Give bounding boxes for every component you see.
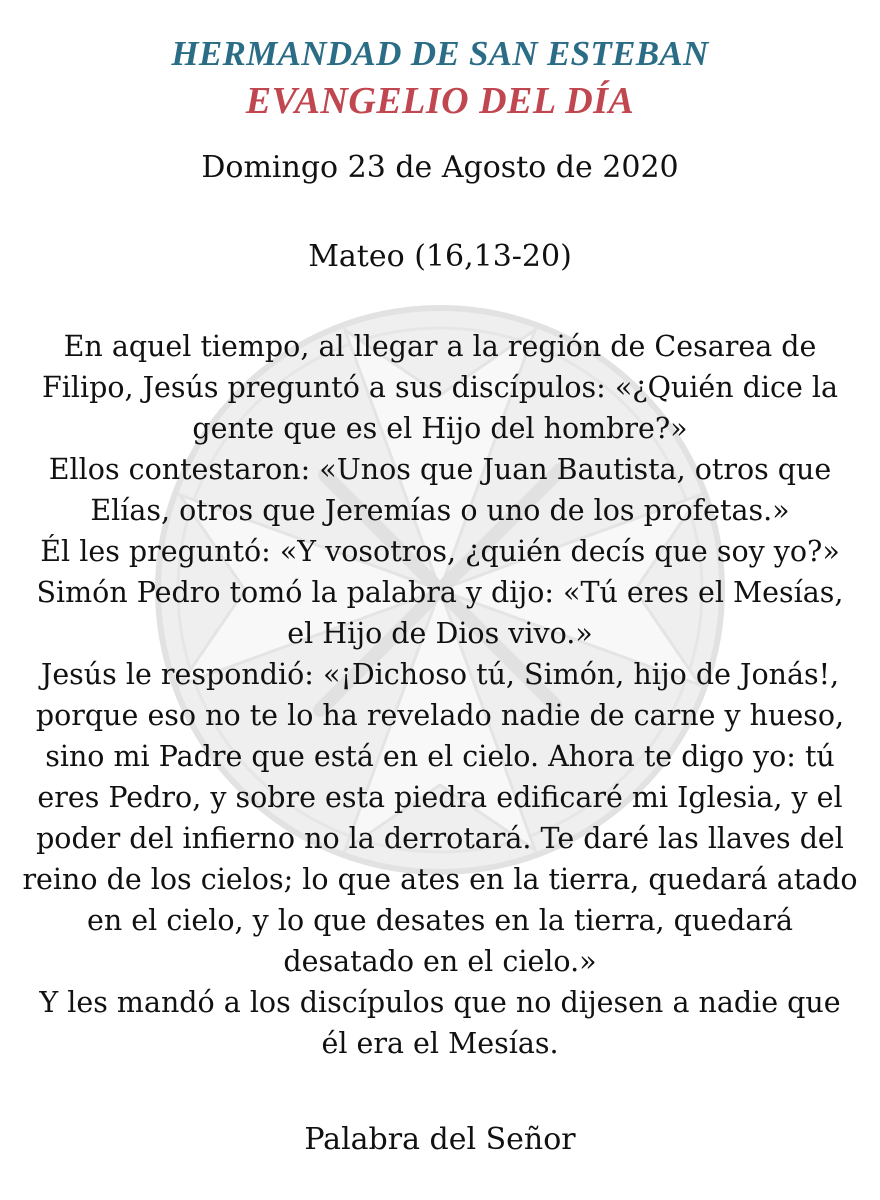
gospel-of-the-day-title: EVANGELIO DEL DÍA bbox=[245, 80, 635, 122]
gospel-paragraph: Y les mandó a los discípulos que no dijesen a nadie que él era el Mesías. bbox=[39, 986, 841, 1060]
gospel-date: Domingo 23 de Agosto de 2020 bbox=[201, 150, 679, 185]
closing-acclamation: Palabra del Señor bbox=[304, 1122, 576, 1157]
gospel-paragraph: Ellos contestaron: «Unos que Juan Bautista, otros que Elías, otros que Jeremías o uno de los profetas.» bbox=[48, 453, 832, 527]
gospel-paragraph: Jesús le respondió: «¡Dichoso tú, Simón, hijo de Jonás!, porque eso no te lo ha revelado nadie de carne y hueso, sino mi Padre que está en el cielo. Ahora te digo yo: tú eres Pedro, y sobre esta piedra edificaré mi Iglesia, y el poder del infierno no la derrotará. Te daré las llaves del reino de los cielos; lo que ates en la tierra, quedará atado en el cielo, y lo que desates en la tierra, quedará desatado en el cielo.» bbox=[22, 658, 858, 978]
gospel-paragraph: Simón Pedro tomó la palabra y dijo: «Tú eres el Mesías, el Hijo de Dios vivo.» bbox=[36, 576, 844, 650]
gospel-paragraph: Él les preguntó: «Y vosotros, ¿quién decís que soy yo?» bbox=[40, 535, 840, 568]
brotherhood-title: HERMANDAD DE SAN ESTEBAN bbox=[171, 34, 709, 73]
gospel-paragraph: En aquel tiempo, al llegar a la región de Cesarea de Filipo, Jesús preguntó a sus discípulos: «¿Quién dice la gente que es el Hijo del hombre?» bbox=[41, 330, 839, 445]
scripture-reference: Mateo (16,13-20) bbox=[308, 239, 572, 274]
gospel-text bbox=[22, 326, 858, 1064]
